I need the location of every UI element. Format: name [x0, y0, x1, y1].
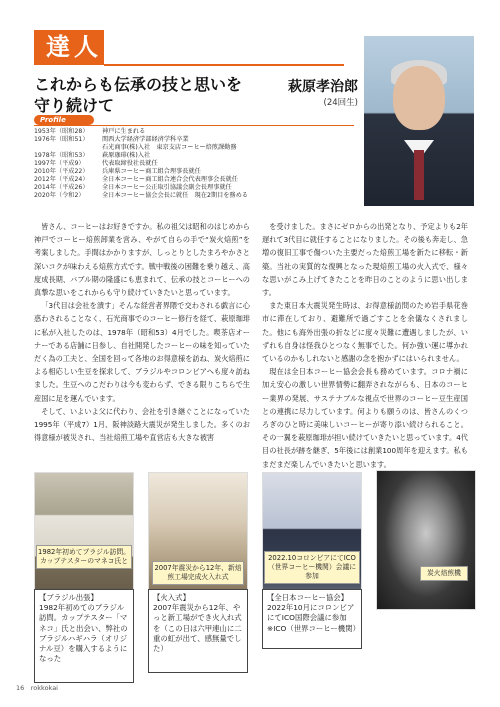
profile-row: 1953年（昭和28） 神戸に生まれる [34, 128, 146, 135]
photo-ceremony-caption: 2007年震災から12年、新焙煎工場完成火入れ式 [152, 561, 244, 585]
photo-roaster-caption: 炭火焙煎機 [420, 566, 468, 581]
page-number: 16 rokkokai [16, 684, 58, 692]
author-name: 萩原孝治郎 [288, 79, 358, 95]
paragraph: 現在は全日本コーヒー協会会長も務めています。コロナ禍に加え安心の激しい世界情勢に翻弄されながらも、日本のコーヒー業界の発展、サステナブルな視点で世界のコーヒー豆生産国との連携に尽力しています。何よりも願うのは、皆さんのくつろぎのひと時に美味しいコーヒーが寄り添い続けられること。その一翼を萩原珈琲が担い続けていきたいと思っています。4代目の社長が跡を継ぎ、5年後には創業100周年を迎えます。私もまだまだ楽しんでいきたいと思います。 [262, 367, 468, 469]
section-rule [104, 64, 344, 66]
paragraph: そして、いよいよ父に代わり、会社を引き継ぐことになっていた1995年（平成7）1月、阪神淡路大震災が発生しました。多くのお得意様が被災され、当社焙煎工場や直営店も大きな被害 [34, 406, 250, 443]
profile-row: 2020年（令和2） 全日本コーヒー協会会長に就任 現在2期目を務める [34, 192, 248, 199]
paragraph: 皆さん、コーヒーはお好きですか。私の祖父は昭和のはじめから神戸でコーヒー焙煎卸業を営み、やがて自らの手で“炭火焙煎”を考案しました。手間はかかりますが、しっとりとしたまろやかさと深いコクが味わえる焙煎方式です。戦中戦後の困難を乗り越え、高度成長期、バブル期の隆盛にも恵まれて、伝承の技とコーヒーへの真摯な思いをこれからも守り続けていきたいと思っています。 [34, 222, 250, 298]
headline-line-2: 守り続けて [34, 96, 115, 115]
photo-colombia-caption: 2022.10コロンビアにてICO（世界コーヒー機関）会議に参加 [264, 551, 360, 584]
headline-line-1: これからも伝承の技と思いを [34, 75, 243, 94]
profile-row: 1997年（平成9） 代表取締役社長就任 [34, 160, 158, 167]
photo-brazil-caption: 1982年初めてブラジル訪問。カップテスターのマネコ氏と [36, 545, 132, 569]
profile-row: 1978年（昭和53） 萩原珈琲(株)入社 [34, 152, 151, 159]
paragraph: 「3代目は会社を潰す」そんな経営者界隈で交わされる戯言に心惑わされることなく、石光商事でのコーヒー修行を経て、萩原珈琲に私が入社したのは、1978年（昭和53）4月でした。喫茶店オーナーである店舗に日参し、自社開発したコーヒーの味を知っていただく為の工夫と、全国を回って各地のお得意様を訪ね、炭火焙煎による相応しい生豆を探求して、ブラジルやコロンビアへも度々訪ねました。生豆へのこだわりは今も変わらず、できる限りこちらで生産国に足を運んでいます。 [34, 301, 250, 403]
paragraph: また東日本大震災発生時は、お得意様訪問のため岩手県花巻市に滞在しており、避難所で過ごすことを余儀なくされました。他にも海外出張の折などに度々災難に遭遇しましたが、いずれも自身は怪我ひとつなく無事でした。何か強い運に導かれているのかもしれないと感謝の念を抱かずにはいられません。 [262, 301, 468, 364]
body-column-1 [34, 220, 250, 444]
photo-ceremony-description: 【火入式】 2007年震災から12年、やっと新工場ができ火入れ式を（この日は六甲連山に二重の虹が出て、感無量でした） [148, 589, 248, 673]
profile-row: 2012年（平成24） 全日本コーヒー商工組合連合会代表理事会長就任 [34, 176, 238, 183]
profile-rule [34, 125, 354, 126]
profile-row: 石光商事(株)入社 東京支店コーヒー焙煎課勤務 [102, 144, 237, 151]
portrait-tie [414, 150, 424, 200]
body-column-2 [262, 220, 468, 471]
photo-colombia-description: 【全日本コーヒー協会】 2022年10月にコロンビアにてICO国際会議に参加 ※ICO（世界コーヒー機関） [262, 589, 362, 649]
paragraph: を受けました。まさにゼロからの出発となり、予定よりも2年遅れて3代目に就任することになりました。その後も奔走し、急増の復旧工事で傷ついた主要だった焙煎工場を新たに移転・新築。当社の実質的な復興となった現焙煎工場の火入式で、様々な思いがこみ上げてきたことを昨日のことのように思い出します。 [262, 222, 468, 298]
profile-list [34, 128, 334, 200]
photo-brazil-description: 【ブラジル出張】 1982年初めてのブラジル訪問。カップテスター「マネコ」氏と出会い、弊社のブラジルハギハラ（オリジナル豆）を購入するようになった [34, 589, 134, 683]
portrait-face [393, 66, 445, 130]
photo-roaster [376, 470, 476, 610]
author-generation: (24回生) [323, 98, 358, 108]
profile-row: 2014年（平成26） 全日本コーヒー公正取引協議会副会長理事就任 [34, 184, 232, 191]
profile-label: Profile [34, 115, 94, 125]
profile-row: 1976年（昭和51） 関西大学経済学部経済学科卒業 [34, 136, 189, 143]
section-tag: 達人 [34, 30, 104, 65]
profile-row: 2010年（平成22） 兵庫県コーヒー商工組合理事長就任 [34, 168, 201, 175]
